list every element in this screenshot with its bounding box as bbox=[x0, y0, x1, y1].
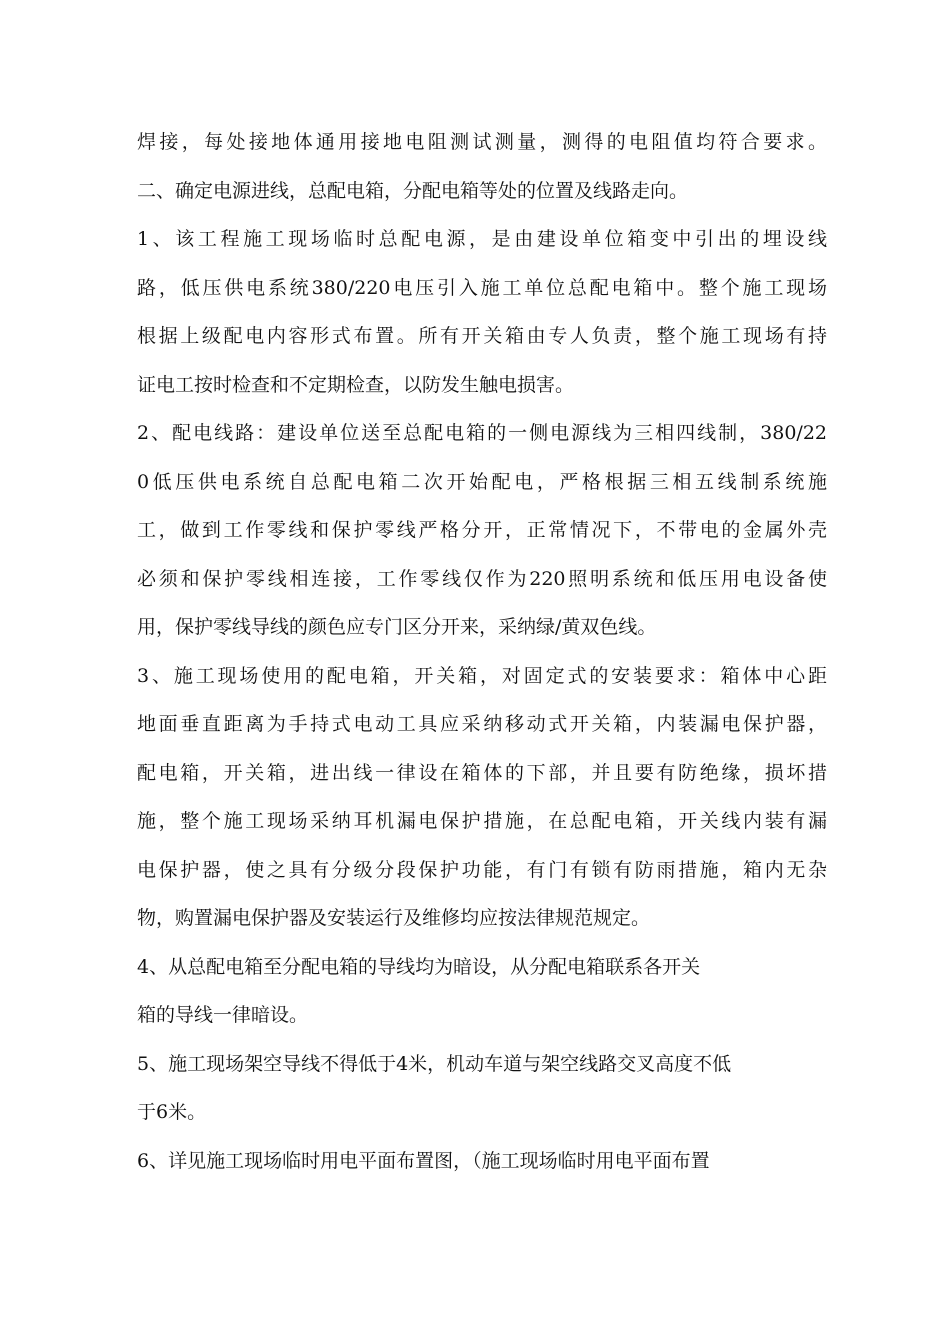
text-line-11: 用，保护零线导线的颜色应专门区分开来，采纳绿/黄双色线。 bbox=[137, 616, 657, 638]
text-line-6: 证电工按时检查和不定期检查，以防发生触电损害。 bbox=[137, 373, 575, 396]
text-line-2: 二、确定电源进线，总配电箱，分配电箱等处的位置及线路走向。 bbox=[137, 179, 689, 202]
text-line-21: 于6米。 bbox=[137, 1101, 207, 1123]
text-line-17: 物，购置漏电保护器及安装运行及维修均应按法律规范规定。 bbox=[137, 907, 651, 929]
body-text bbox=[137, 118, 827, 1185]
text-line-8: 0低压供电系统自总配电箱二次开始配电，严格根据三相五线制系统施 bbox=[137, 470, 827, 493]
text-line-19: 箱的导线一律暗设。 bbox=[137, 1004, 309, 1026]
text-line-20: 5、施工现场架空导线不得低于4米，机动车道与架空线路交叉高度不低 bbox=[137, 1052, 732, 1075]
text-line-10: 必须和保护零线相连接，工作零线仅作为220照明系统和低压用电设备使 bbox=[137, 567, 827, 590]
text-line-22: 6、详见施工现场临时用电平面布置图，（施工现场临时用电平面布置 bbox=[137, 1149, 710, 1172]
text-line-5: 根据上级配电内容形式布置。所有开关箱由专人负责，整个施工现场有持 bbox=[137, 325, 827, 347]
text-line-1: 焊接，每处接地体通用接地电阻测试测量，测得的电阻值均符合要求。 bbox=[137, 131, 827, 153]
text-line-4: 路，低压供电系统380/220电压引入施工单位总配电箱中。整个施工现场 bbox=[137, 276, 827, 299]
text-line-3: 1、该工程施工现场临时总配电源，是由建设单位箱变中引出的埋设线 bbox=[137, 228, 827, 250]
text-line-9: 工，做到工作零线和保护零线严格分开，正常情况下，不带电的金属外壳 bbox=[137, 519, 827, 541]
text-line-16: 电保护器，使之具有分级分段保护功能，有门有锁有防雨措施，箱内无杂 bbox=[137, 858, 827, 881]
text-line-7: 2、配电线路：建设单位送至总配电箱的一侧电源线为三相四线制，380/22 bbox=[137, 422, 827, 444]
text-line-12: 3、施工现场使用的配电箱，开关箱，对固定式的安装要求：箱体中心距 bbox=[137, 664, 827, 687]
text-line-14: 配电箱，开关箱，进出线一律设在箱体的下部，并且要有防绝缘，损坏措 bbox=[137, 761, 827, 784]
text-line-13: 地面垂直距离为手持式电动工具应采纳移动式开关箱，内装漏电保护器， bbox=[137, 713, 827, 735]
text-line-18: 4、从总配电箱至分配电箱的导线均为暗设，从分配电箱联系各开关 bbox=[137, 955, 701, 978]
text-line-15: 施，整个施工现场采纳耳机漏电保护措施，在总配电箱，开关线内装有漏 bbox=[137, 810, 827, 832]
